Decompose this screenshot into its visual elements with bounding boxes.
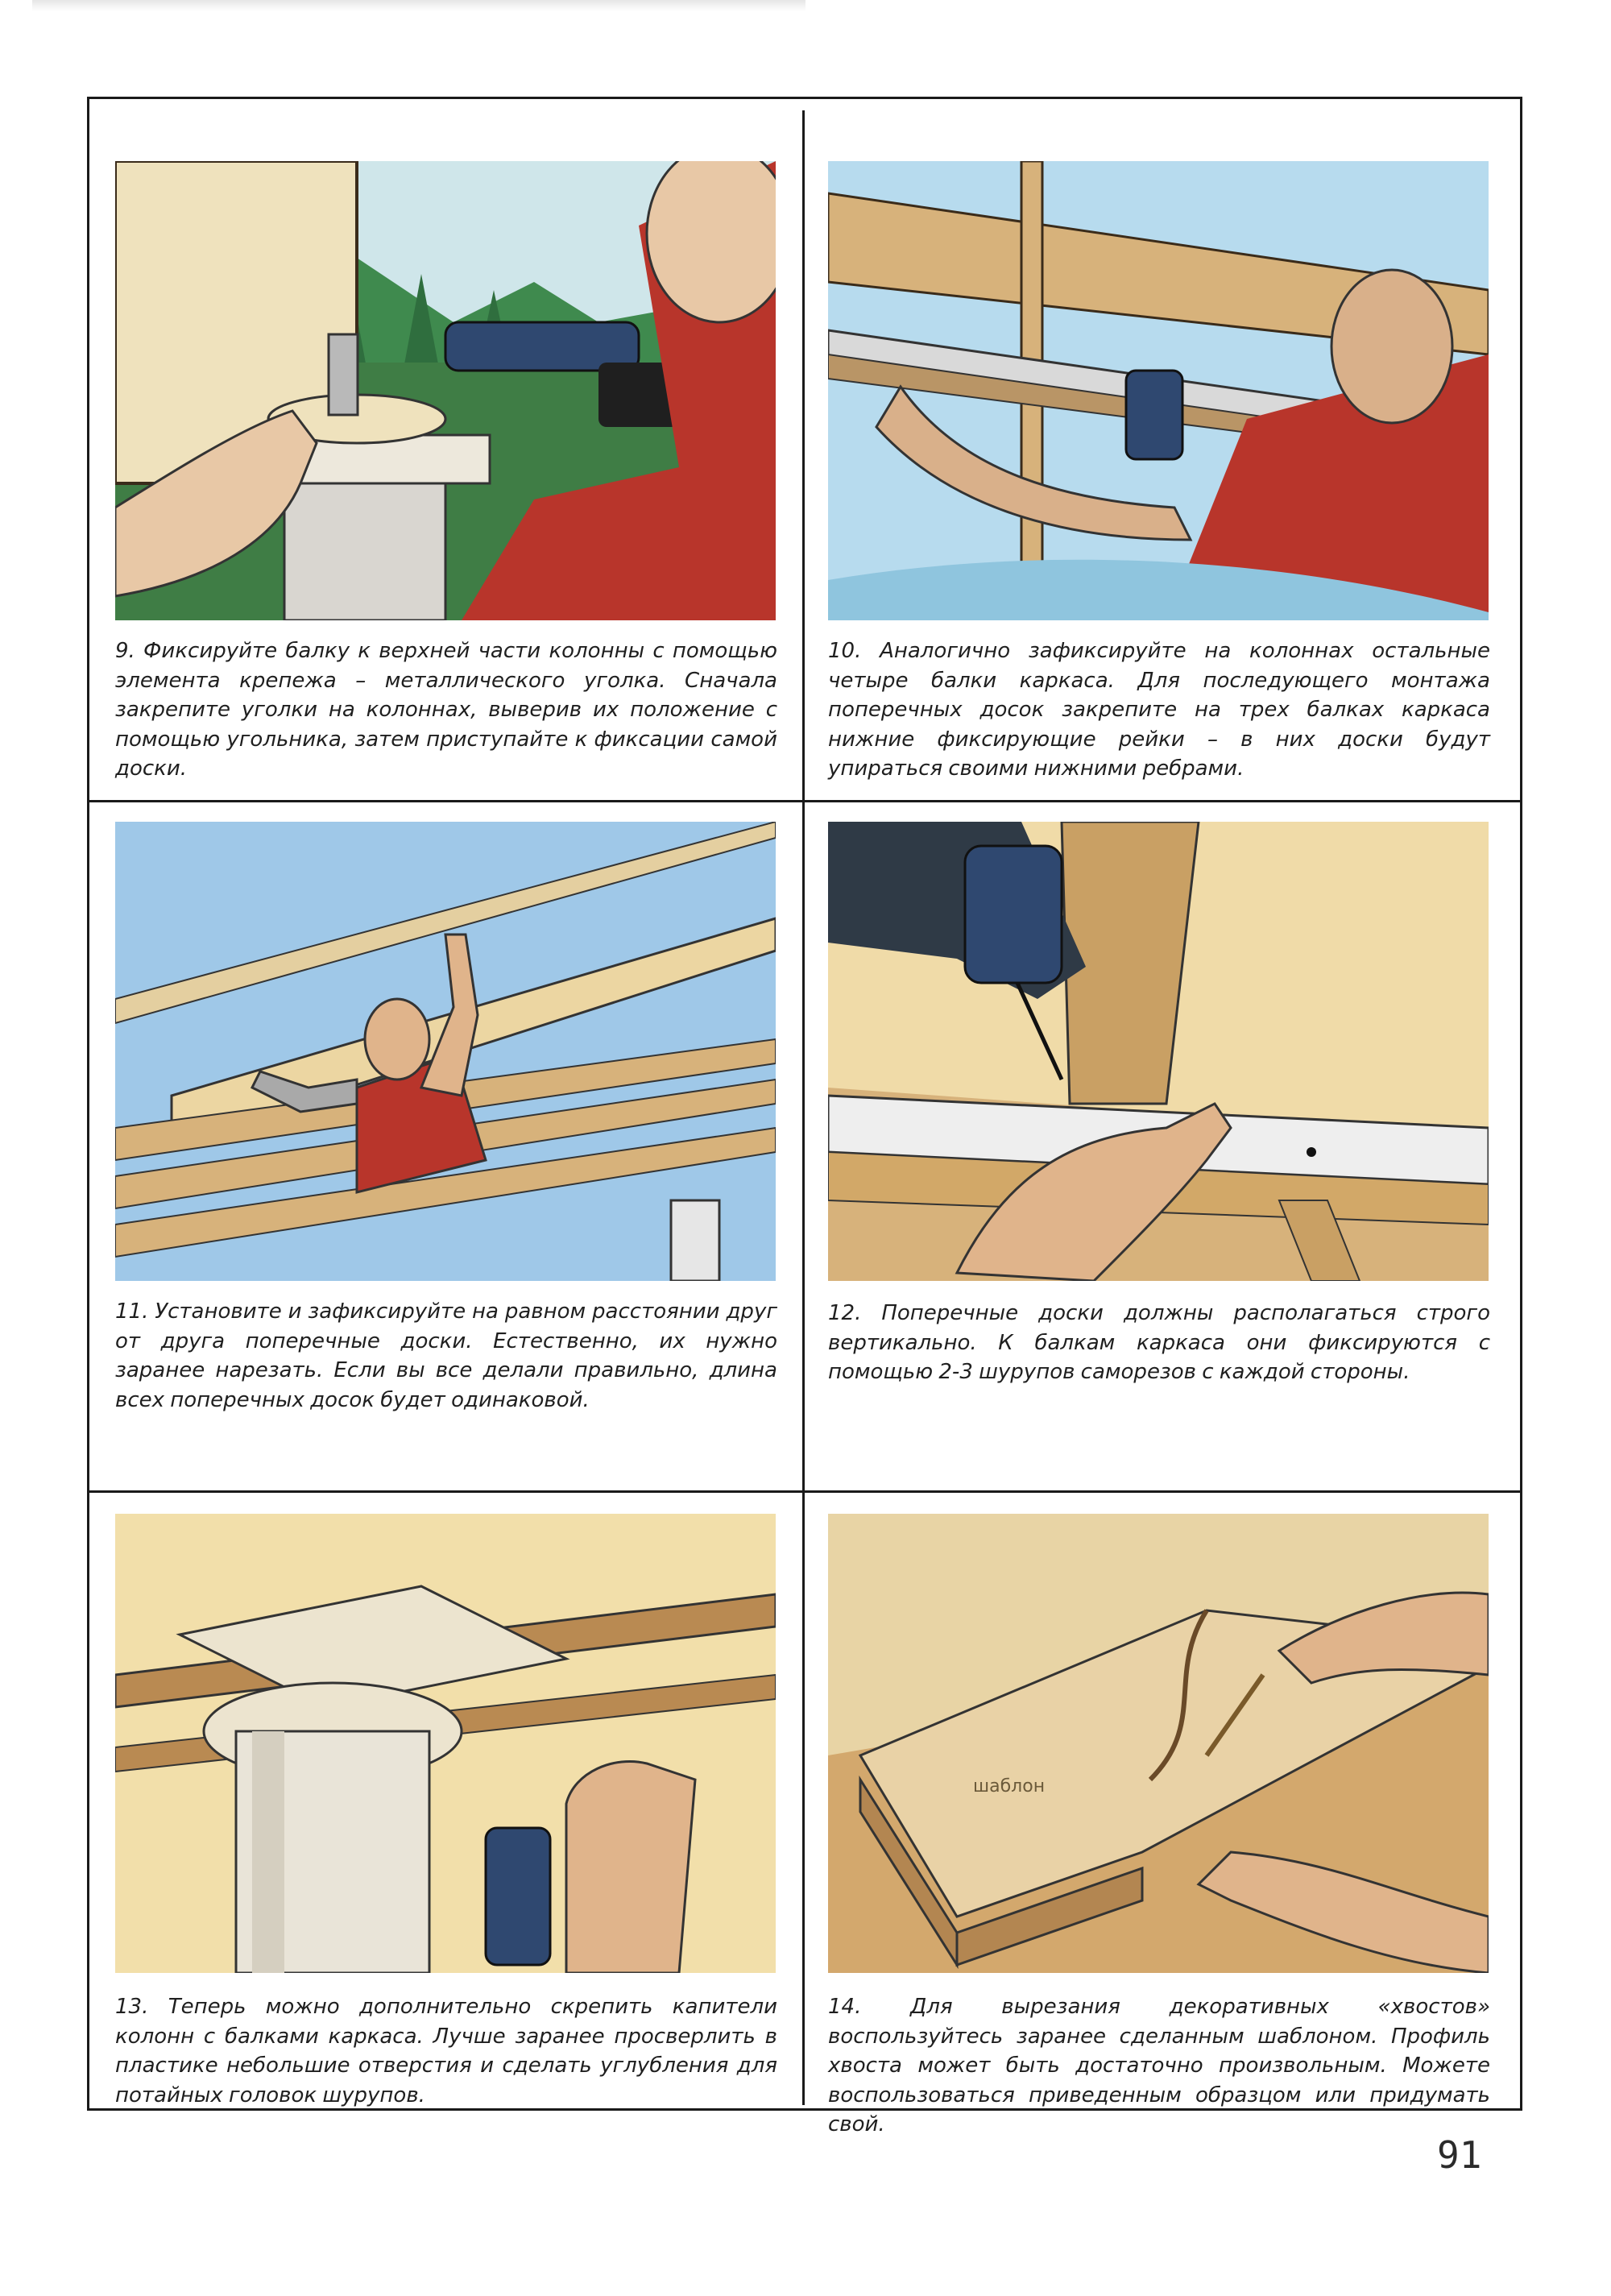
- step-12-illustration: [828, 822, 1489, 1281]
- instruction-grid: [87, 97, 1522, 2137]
- step-11-illustration: [115, 822, 776, 1281]
- step-11-caption: 11. Установите и зафиксируйте на равном расстоянии друг от друга поперечные доски. Естественно, их нужно заранее нарезать. Если вы все делали правильно, длина всех поперечных досок будет одинаковой.: [115, 1299, 777, 1412]
- step-13-illustration: [115, 1514, 776, 1973]
- step-12-caption: 12. Поперечные доски должны располагаться строго вертикально. К балкам каркаса они фиксируются с помощью 2-3 шурупов саморезов с каждой стороны.: [828, 1301, 1490, 1385]
- step-13-caption: 13. Теперь можно дополнительно скрепить капители колонн с балками каркаса. Лучше заранее просверлить в пластике небольшие отверстия и сделать углубления для потайных головок шурупов.: [115, 1995, 777, 2107]
- step-10-illustration: [828, 161, 1489, 620]
- step-14-illustration: [828, 1514, 1489, 1973]
- column-divider: [802, 110, 805, 2105]
- step-9-illustration: [115, 161, 776, 620]
- page-number: 91: [1437, 2133, 1482, 2177]
- scan-top-shadow: [32, 0, 806, 11]
- row-divider-1: [89, 800, 1520, 802]
- step-10-caption: 10. Аналогично зафиксируйте на колоннах остальные четыре балки каркаса. Для последующего монтажа поперечных досок закрепите на трех балках каркаса нижние фиксирующие рейки – в них доски будут упираться своими нижними ребрами.: [828, 639, 1490, 781]
- step-14-caption: 14. Для вырезания декоративных «хвостов» воспользуйтесь заранее сделанным шаблоном. Профиль хвоста может быть достаточно произвольным. Можете воспользоваться приведенным образцом или придумать свой.: [828, 1995, 1490, 2137]
- row-divider-2: [89, 1490, 1520, 1493]
- step-9-caption: 9. Фиксируйте балку к верхней части колонны с помощью элемента крепежа – металлического уголка. Сначала закрепите уголки на колоннах, выверив их положение с помощью угольника, затем приступайте к фиксации самой доски.: [115, 639, 777, 781]
- template-label: шаблон: [973, 1776, 1046, 1797]
